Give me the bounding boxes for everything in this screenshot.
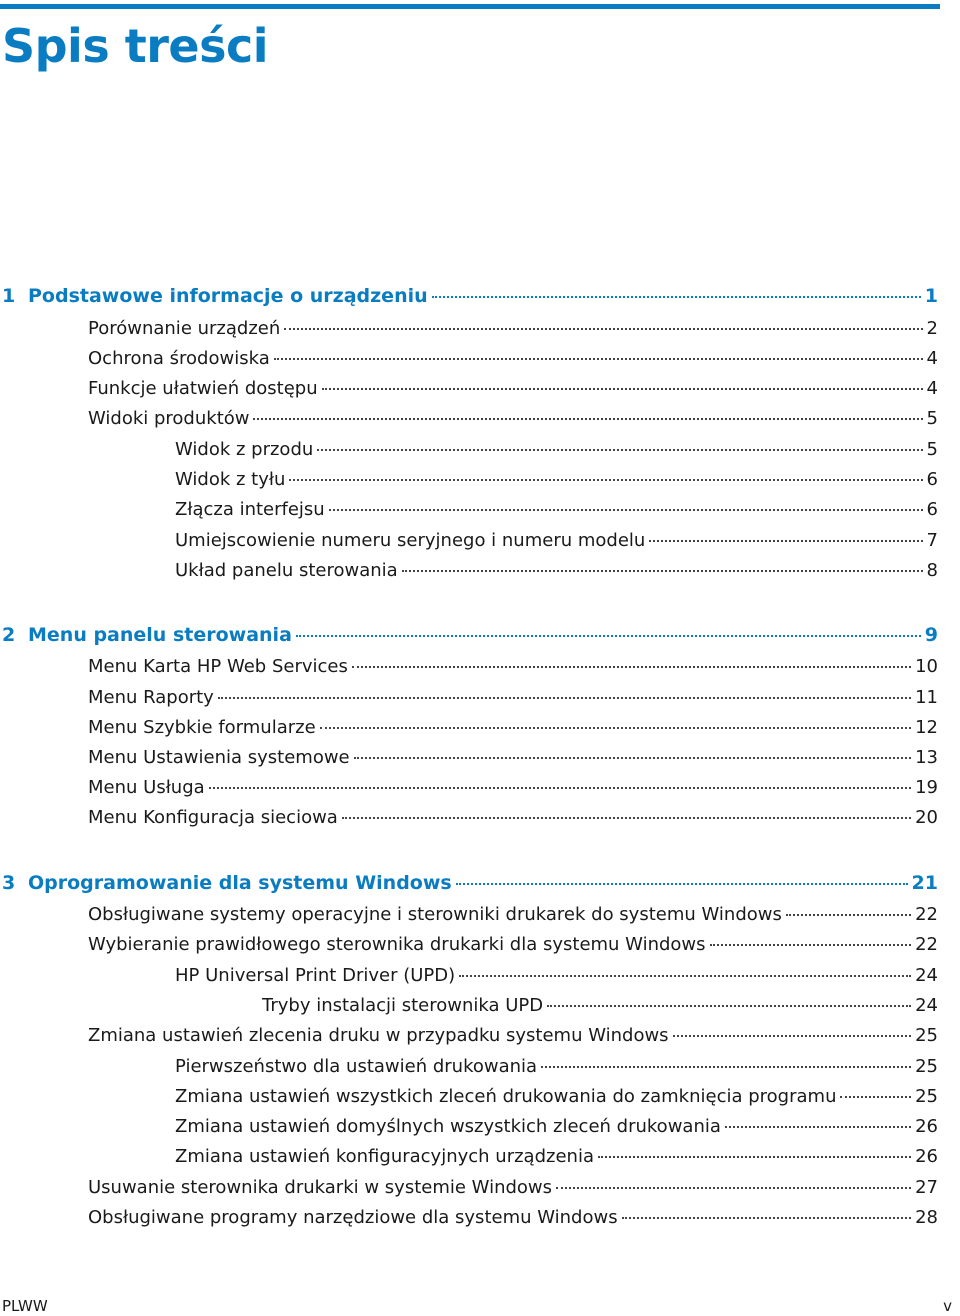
dot-leader	[456, 883, 908, 885]
entry-title: Zmiana ustawień wszystkich zleceń drukowania do zamknięcia programu	[175, 1086, 837, 1107]
entry-title: Menu Konfiguracja sieciowa	[88, 807, 338, 828]
dot-leader	[786, 914, 911, 916]
page-number: 21	[911, 872, 938, 894]
page-number: 4	[926, 378, 938, 399]
chapter-title: Podstawowe informacje o urządzeniu	[28, 285, 428, 307]
footer-doc-code: PLWW	[2, 1297, 48, 1315]
toc-entry[interactable]	[262, 994, 938, 1018]
page-number: 27	[915, 1177, 938, 1198]
dot-leader	[209, 787, 911, 789]
dot-leader	[352, 666, 911, 668]
page-number: 9	[924, 624, 938, 646]
toc-entry[interactable]	[88, 933, 938, 957]
page-number: 19	[915, 777, 938, 798]
page-number: 22	[915, 934, 938, 955]
entry-title: Zmiana ustawień domyślnych wszystkich zleceń drukowania	[175, 1116, 721, 1137]
toc-entry[interactable]	[88, 746, 938, 770]
toc-entry[interactable]	[88, 903, 938, 927]
chapter-number: 1	[2, 285, 16, 307]
page-number: 10	[915, 656, 938, 677]
entry-title: Menu Raporty	[88, 687, 214, 708]
toc-entry[interactable]	[88, 1206, 938, 1230]
page-number: 1	[924, 285, 938, 307]
toc-entry[interactable]	[88, 655, 938, 679]
toc-entry[interactable]	[88, 716, 938, 740]
toc-entry[interactable]	[88, 407, 938, 431]
toc-entry[interactable]	[175, 529, 938, 553]
page-number: 22	[915, 904, 938, 925]
dot-leader	[289, 479, 922, 481]
page-number: 24	[915, 965, 938, 986]
page-number: 2	[926, 318, 938, 339]
entry-title: Układ panelu sterowania	[175, 560, 398, 581]
dot-leader	[710, 944, 912, 946]
chapter-title: Menu panelu sterowania	[28, 624, 292, 646]
page-number: 24	[915, 995, 938, 1016]
entry-title: Umiejscowienie numeru seryjnego i numeru modelu	[175, 530, 646, 551]
dot-leader	[218, 697, 911, 699]
page-number: 5	[926, 408, 938, 429]
entry-title: Usuwanie sterownika drukarki w systemie Windows	[88, 1177, 553, 1198]
entry-title: Obsługiwane systemy operacyjne i sterowniki drukarek do systemu Windows	[88, 904, 782, 925]
chapter-title: Oprogramowanie dla systemu Windows	[28, 872, 452, 894]
dot-leader	[354, 757, 911, 759]
entry-title: Porównanie urządzeń	[88, 318, 281, 339]
toc-chapter-2[interactable]	[2, 623, 938, 647]
dot-leader	[840, 1096, 911, 1098]
toc-entry[interactable]	[88, 347, 938, 371]
page-number: 4	[926, 348, 938, 369]
entry-title: Menu Ustawienia systemowe	[88, 747, 350, 768]
entry-title: Menu Karta HP Web Services	[88, 656, 348, 677]
entry-title: Ochrona środowiska	[88, 348, 270, 369]
entry-title: Widoki produktów	[88, 408, 250, 429]
page-number: 8	[926, 560, 938, 581]
page-number: 12	[915, 717, 938, 738]
dot-leader	[556, 1187, 911, 1189]
toc-entry[interactable]	[88, 686, 938, 710]
page-number: 11	[915, 687, 938, 708]
toc-chapter-1[interactable]	[2, 284, 938, 308]
entry-title: Widok z przodu	[175, 439, 314, 460]
entry-title: Zmiana ustawień konfiguracyjnych urządzenia	[175, 1146, 594, 1167]
toc-entry[interactable]	[88, 1024, 938, 1048]
entry-title: Menu Szybkie formularze	[88, 717, 316, 738]
page-number: 25	[915, 1056, 938, 1077]
toc-entry[interactable]	[88, 317, 938, 341]
toc-entry[interactable]	[175, 1145, 938, 1169]
toc-entry[interactable]	[88, 377, 938, 401]
page-number: 13	[915, 747, 938, 768]
entry-title: Tryby instalacji sterownika UPD	[262, 995, 544, 1016]
toc-entry[interactable]	[88, 1176, 938, 1200]
toc-entry[interactable]	[175, 1085, 938, 1109]
dot-leader	[432, 296, 921, 298]
page-number: 6	[926, 499, 938, 520]
entry-title: Widok z tyłu	[175, 469, 286, 490]
page-number: 6	[926, 469, 938, 490]
dot-leader	[320, 727, 911, 729]
dot-leader	[274, 358, 923, 360]
dot-leader	[329, 509, 923, 511]
entry-title: Złącza interfejsu	[175, 499, 325, 520]
dot-leader	[598, 1156, 911, 1158]
chapter-number: 2	[2, 624, 16, 646]
page-number: 7	[926, 530, 938, 551]
page-number: 26	[915, 1116, 938, 1137]
page-number: 5	[926, 439, 938, 460]
dot-leader	[317, 449, 922, 451]
page-number: 26	[915, 1146, 938, 1167]
dot-leader	[284, 328, 922, 330]
entry-title: Wybieranie prawidłowego sterownika drukarki dla systemu Windows	[88, 934, 706, 955]
dot-leader	[547, 1005, 911, 1007]
toc-entry[interactable]	[175, 1055, 938, 1079]
dot-leader	[541, 1066, 911, 1068]
dot-leader	[322, 388, 923, 390]
page-number: 25	[915, 1086, 938, 1107]
toc-entry[interactable]	[88, 776, 938, 800]
entry-title: Menu Usługa	[88, 777, 205, 798]
entry-title: Funkcje ułatwień dostępu	[88, 378, 318, 399]
dot-leader	[342, 817, 911, 819]
dot-leader	[725, 1126, 911, 1128]
page-number: 28	[915, 1207, 938, 1228]
dot-leader	[459, 975, 911, 977]
toc-entry[interactable]	[175, 438, 938, 462]
dot-leader	[622, 1217, 912, 1219]
chapter-number: 3	[2, 872, 16, 894]
dot-leader	[649, 540, 922, 542]
page-number: 25	[915, 1025, 938, 1046]
toc-entry[interactable]	[175, 1115, 938, 1139]
toc-chapter-3[interactable]	[2, 871, 938, 895]
dot-leader	[673, 1035, 912, 1037]
toc-entry[interactable]	[88, 806, 938, 830]
toc-entry[interactable]	[175, 498, 938, 522]
footer-page-number: v	[943, 1297, 952, 1315]
toc-entry[interactable]	[175, 964, 938, 988]
toc-entry[interactable]	[175, 559, 938, 583]
dot-leader	[296, 635, 921, 637]
entry-title: HP Universal Print Driver (UPD)	[175, 965, 456, 986]
dot-leader	[402, 570, 923, 572]
entry-title: Zmiana ustawień zlecenia druku w przypadku systemu Windows	[88, 1025, 669, 1046]
entry-title: Pierwszeństwo dla ustawień drukowania	[175, 1056, 538, 1077]
toc-entry[interactable]	[175, 468, 938, 492]
page-title: Spis treści	[2, 19, 269, 73]
entry-title: Obsługiwane programy narzędziowe dla systemu Windows	[88, 1207, 618, 1228]
page-number: 20	[915, 807, 938, 828]
dot-leader	[253, 418, 922, 420]
